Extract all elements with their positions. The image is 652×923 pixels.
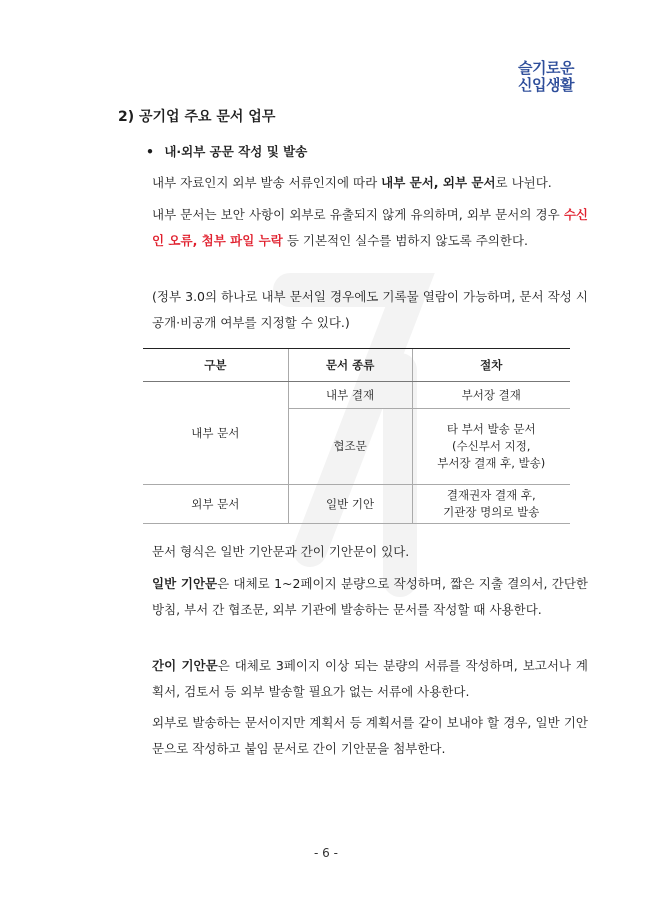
paragraph-2 <box>152 202 588 254</box>
paragraph-5 <box>152 571 588 623</box>
logo-line-1: 슬기로운 <box>518 59 574 77</box>
header-procedure: 절차 <box>412 349 570 382</box>
proc-line: 결재권자 결재 후, <box>446 488 536 502</box>
p2-text-a: 내부 문서는 보안 사항이 외부로 유출되지 않게 유의하며, 외부 문서의 경우 <box>152 207 564 222</box>
page-number: - 6 - <box>314 846 338 860</box>
table-row <box>143 485 570 524</box>
header-category: 구분 <box>143 349 288 382</box>
cell-cooperation-procedure <box>412 409 570 485</box>
header-doc-type: 문서 종류 <box>288 349 412 382</box>
cell-internal-approval: 내부 결재 <box>288 382 412 409</box>
proc-line: 부서장 결재 후, 발송) <box>437 456 546 470</box>
table-row <box>143 382 570 409</box>
proc-line: 기관장 명의로 발송 <box>443 505 540 519</box>
paragraph-4: 문서 형식은 일반 기안문과 간이 기안문이 있다. <box>152 544 410 559</box>
paragraph-3: (정부 3.0의 하나로 내부 문서일 경우에도 기록물 열람이 가능하며, 문서 작성 시 공개·비공개 여부를 지정할 수 있다.) <box>152 289 588 330</box>
paragraph-7: 외부로 발송하는 문서이지만 계획서 등 계획서를 같이 보내야 할 경우, 일반 기안문으로 작성하고 붙임 문서로 간이 기안문을 첨부한다. <box>152 715 588 756</box>
p6-bold: 간이 기안문 <box>152 658 218 673</box>
cell-general-draft: 일반 기안 <box>288 485 412 524</box>
section-title: 2) 공기업 주요 문서 업무 <box>118 109 276 125</box>
cell-internal-label: 내부 문서 <box>143 382 288 485</box>
paragraph-1 <box>152 170 588 196</box>
cell-cooperation-doc: 협조문 <box>288 409 412 485</box>
bullet-marker: • <box>146 144 154 159</box>
cell-dept-head-approval: 부서장 결재 <box>412 382 570 409</box>
brand-logo <box>518 60 574 94</box>
cell-external-procedure <box>412 485 570 524</box>
cell-external-label: 외부 문서 <box>143 485 288 524</box>
p6-text: 은 대체로 3페이지 이상 되는 분량의 서류를 작성하며, 보고서나 계획서, 검토서 등 외부 발송할 필요가 없는 서류에 사용한다. <box>152 658 589 699</box>
paragraph-6 <box>152 653 588 705</box>
table-header-row <box>143 349 570 382</box>
bullet-heading <box>146 142 307 160</box>
proc-line: (수신부서 지정, <box>452 439 531 453</box>
p5-bold: 일반 기안문 <box>152 576 218 591</box>
bullet-heading-text: 내·외부 공문 작성 및 발송 <box>164 144 308 159</box>
logo-line-2: 신입생활 <box>518 76 574 94</box>
p1-text-c: 로 나뉜다. <box>495 175 552 190</box>
proc-line: 타 부서 발송 문서 <box>446 422 536 436</box>
p1-text-a: 내부 자료인지 외부 발송 서류인지에 따라 <box>152 175 382 190</box>
p1-bold: 내부 문서, 외부 문서 <box>381 175 496 190</box>
p2-red-emphasis: 수신인 오류, 첨부 파일 누락 <box>152 207 588 248</box>
p5-text: 은 대체로 1~2페이지 분량으로 작성하며, 짧은 지출 결의서, 간단한 방침, 부서 간 협조문, 외부 기관에 발송하는 문서를 작성할 때 사용한다. <box>152 576 588 617</box>
document-types-table <box>143 348 570 524</box>
p2-text-c: 등 기본적인 실수를 범하지 않도록 주의한다. <box>282 233 529 248</box>
